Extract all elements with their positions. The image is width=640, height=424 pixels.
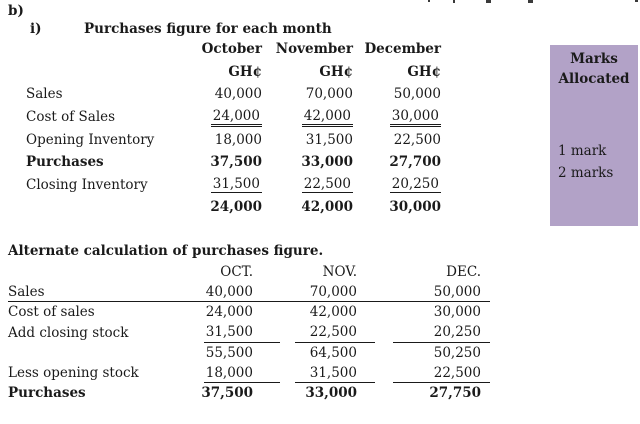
cell-value: 22,500: [295, 323, 375, 343]
double-underlined-value: 30,000: [390, 108, 441, 127]
double-underlined-value: 42,000: [302, 108, 353, 127]
cell-value: 31,500: [305, 131, 353, 148]
cell-value: 37,500: [201, 385, 253, 402]
cell-value: 33,000: [301, 154, 353, 171]
underlined-value: 22,500: [303, 176, 351, 193]
row-label: Purchases: [8, 385, 86, 402]
underlined-value: 31,500: [212, 176, 260, 193]
row-label: Cost of Sales: [26, 109, 116, 126]
col-header-october: October: [201, 41, 262, 58]
row-label: Sales: [26, 86, 63, 103]
cell-value: 70,000: [295, 282, 375, 302]
clipped-text-fragment: [453, 0, 455, 3]
row-label: Opening Inventory: [26, 131, 155, 148]
cell-value: 31,500: [204, 323, 280, 343]
item-label: i): [30, 21, 42, 37]
row-label: [26, 196, 188, 219]
cell-value: 30,000: [433, 304, 481, 321]
cell-value: 20,250: [393, 323, 490, 343]
spacer-cell: [280, 262, 295, 282]
cell-value: 18,000: [204, 363, 280, 383]
cell-value: 24,000: [210, 199, 262, 216]
spacer-cell: [280, 343, 295, 363]
section-label: b): [8, 3, 24, 19]
spacer-cell: [375, 282, 393, 302]
cell-value: 42,000: [301, 199, 353, 216]
row-label: Add closing stock: [8, 324, 129, 341]
cell-value: 27,750: [429, 385, 481, 402]
col-header-oct: OCT.: [220, 264, 253, 281]
alt-purchases-table: [8, 262, 490, 403]
alt-section-title: Alternate calculation of purchases figure.: [8, 243, 324, 259]
cell-value: [262, 106, 353, 129]
marks-entry: 2 marks: [558, 165, 614, 181]
cell-value: [188, 106, 262, 129]
underlined-value: 20,250: [391, 176, 439, 193]
col-header-dec: DEC.: [446, 264, 481, 281]
clipped-text-fragment: [486, 0, 491, 3]
cell-value: [188, 174, 262, 197]
marks-heading-line2: Allocated: [558, 71, 630, 87]
spacer-cell: [280, 282, 295, 302]
page-title: Purchases figure for each month: [84, 21, 332, 37]
cell-value: 30,000: [389, 199, 441, 216]
cell-value: 24,000: [205, 304, 253, 321]
spacer-cell: [280, 383, 295, 403]
cell-value: [353, 174, 441, 197]
cell-value: 42,000: [309, 304, 357, 321]
spacer-cell: [280, 363, 295, 383]
cell-value: 64,500: [309, 344, 357, 361]
cell-value: 33,000: [305, 385, 357, 402]
cell-value: 31,500: [295, 363, 375, 383]
spacer-cell: [375, 363, 393, 383]
cell-value: 18,000: [214, 131, 262, 148]
spacer-cell: [375, 302, 393, 322]
cell-value: [353, 106, 441, 129]
cell-value: 22,500: [393, 363, 490, 383]
spacer-cell: [375, 323, 393, 343]
cell-value: 27,700: [389, 154, 441, 171]
row-label: Purchases: [26, 154, 104, 171]
cell-value: 37,500: [210, 154, 262, 171]
spacer-cell: [26, 61, 188, 84]
marks-box-heading: [550, 45, 638, 89]
cell-value: 70,000: [305, 86, 353, 103]
col-header-november: November: [275, 41, 353, 58]
cell-value: 40,000: [214, 86, 262, 103]
currency-label: GH¢: [228, 63, 262, 80]
spacer-cell: [375, 262, 393, 282]
cell-value: 40,000: [204, 282, 280, 302]
marks-entries: [558, 140, 613, 184]
clipped-text-fragment: [528, 0, 533, 3]
row-label: Sales: [8, 282, 204, 302]
cell-value: 55,500: [205, 344, 253, 361]
clipped-text-fragment: [428, 0, 430, 2]
cell-value: 50,000: [393, 86, 441, 103]
row-label: [8, 343, 204, 363]
spacer-cell: [26, 38, 188, 61]
cell-value: 50,250: [433, 344, 481, 361]
col-header-nov: NOV.: [322, 264, 357, 281]
cell-value: 50,000: [393, 282, 490, 302]
marks-heading-line1: Marks: [570, 51, 618, 67]
currency-label: GH¢: [319, 63, 353, 80]
row-label: Cost of sales: [8, 304, 95, 321]
double-underlined-value: 24,000: [211, 108, 262, 127]
spacer-cell: [8, 262, 204, 282]
spacer-cell: [375, 343, 393, 363]
col-header-december: December: [364, 41, 441, 58]
purchases-table: [26, 38, 441, 219]
cell-value: [262, 174, 353, 197]
currency-label: GH¢: [407, 63, 441, 80]
row-label: Less opening stock: [8, 365, 139, 382]
cell-value: 22,500: [393, 131, 441, 148]
spacer-cell: [280, 302, 295, 322]
marks-allocated-box: [550, 45, 638, 226]
marks-entry: 1 mark: [558, 143, 607, 159]
spacer-cell: [375, 383, 393, 403]
clipped-text-fragment: [635, 0, 638, 2]
row-label: Closing Inventory: [26, 176, 148, 193]
spacer-cell: [280, 323, 295, 343]
